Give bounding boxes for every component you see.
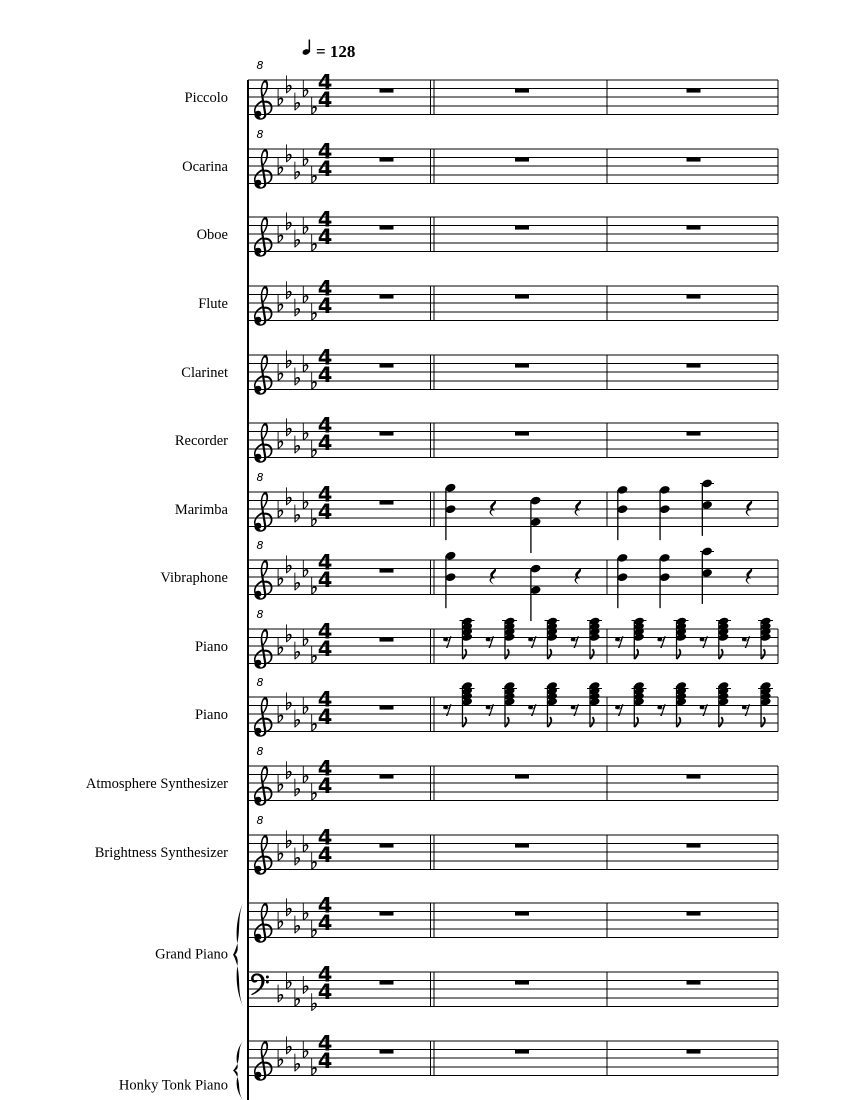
octave-8-mark: 8 [256, 471, 264, 484]
time-signature-numerator: 4 [317, 70, 333, 95]
instrument-label: Piano [194, 639, 228, 656]
staff-grand-piano [248, 893, 778, 942]
time-signature-numerator: 4 [317, 139, 333, 164]
whole-measure-rest [380, 88, 394, 92]
time-signature-numerator: 4 [317, 550, 333, 575]
time-signature-denominator: 4 [317, 499, 333, 524]
instrument-label: Piccolo [184, 90, 228, 107]
whole-measure-rest [380, 637, 394, 641]
whole-measure-rest [380, 980, 394, 984]
tempo-marking [302, 40, 356, 62]
time-signature-numerator: 4 [317, 1031, 333, 1056]
staff-piccolo [248, 59, 778, 120]
whole-measure-rest [687, 294, 701, 298]
time-signature-numerator: 4 [317, 893, 333, 918]
tempo-text: = 128 [316, 42, 356, 61]
whole-measure-rest [380, 500, 394, 504]
staff-marimba [248, 471, 778, 553]
whole-measure-rest [380, 568, 394, 572]
staff-piano [248, 608, 778, 669]
staff-vibraphone [248, 539, 778, 621]
instrument-label: Honky Tonk Piano [118, 1077, 228, 1094]
staff-recorder [248, 413, 778, 462]
time-signature-denominator: 4 [317, 1048, 333, 1073]
time-signature-denominator: 4 [317, 979, 333, 1004]
time-signature-denominator: 4 [317, 430, 333, 455]
instrument-label: Oboe [196, 227, 228, 244]
instrument-label: Piano [194, 707, 228, 724]
octave-8-mark: 8 [256, 59, 264, 72]
whole-measure-rest [515, 911, 529, 915]
whole-measure-rest [515, 1049, 529, 1053]
whole-measure-rest [515, 88, 529, 92]
staff-grand-piano [248, 962, 778, 1011]
whole-measure-rest [687, 911, 701, 915]
whole-measure-rest [380, 363, 394, 367]
staff-brightness-synthesizer [248, 814, 778, 875]
time-signature-numerator: 4 [317, 413, 333, 438]
whole-measure-rest [380, 157, 394, 161]
time-signature-denominator: 4 [317, 842, 333, 867]
instrument-label: Ocarina [182, 159, 228, 176]
octave-8-mark: 8 [256, 539, 264, 552]
whole-measure-rest [380, 843, 394, 847]
staff-flute [248, 276, 778, 325]
time-signature-denominator: 4 [317, 704, 333, 729]
whole-measure-rest [380, 1049, 394, 1053]
whole-measure-rest [515, 843, 529, 847]
instrument-label: Flute [198, 296, 228, 313]
staff-piano [248, 676, 778, 737]
instrument-label: Recorder [174, 433, 228, 450]
time-signature-numerator: 4 [317, 619, 333, 644]
time-signature-denominator: 4 [317, 293, 333, 318]
whole-measure-rest [515, 431, 529, 435]
time-signature-denominator: 4 [317, 87, 333, 112]
octave-8-mark: 8 [256, 676, 264, 689]
whole-measure-rest [687, 1049, 701, 1053]
whole-measure-rest [515, 980, 529, 984]
whole-measure-rest [380, 911, 394, 915]
instrument-label: Vibraphone [160, 570, 228, 587]
whole-measure-rest [687, 157, 701, 161]
time-signature-numerator: 4 [317, 962, 333, 987]
staff-clarinet [248, 345, 778, 394]
octave-8-mark: 8 [256, 128, 264, 141]
time-signature-denominator: 4 [317, 567, 333, 592]
whole-measure-rest [515, 294, 529, 298]
whole-measure-rest [380, 774, 394, 778]
time-signature-numerator: 4 [317, 276, 333, 301]
staff-atmosphere-synthesizer [248, 745, 778, 806]
time-signature-numerator: 4 [317, 482, 333, 507]
time-signature-denominator: 4 [317, 362, 333, 387]
whole-measure-rest [687, 843, 701, 847]
whole-measure-rest [687, 774, 701, 778]
instrument-label: Clarinet [181, 365, 228, 382]
whole-measure-rest [687, 980, 701, 984]
instrument-label: Atmosphere Synthesizer [85, 776, 228, 793]
time-signature-numerator: 4 [317, 345, 333, 370]
instrument-label: Grand Piano [155, 946, 228, 963]
whole-measure-rest [687, 88, 701, 92]
staff-honky-tonk-piano [248, 1031, 778, 1080]
instrument-label: Brightness Synthesizer [94, 845, 228, 862]
tempo-quarter-note-icon [302, 40, 311, 56]
time-signature-numerator: 4 [317, 756, 333, 781]
whole-measure-rest [687, 431, 701, 435]
time-signature-numerator: 4 [317, 825, 333, 850]
instrument-label: Marimba [174, 502, 228, 519]
whole-measure-rest [380, 431, 394, 435]
whole-measure-rest [380, 225, 394, 229]
whole-measure-rest [515, 225, 529, 229]
staff-oboe [248, 207, 778, 256]
time-signature-denominator: 4 [317, 773, 333, 798]
octave-8-mark: 8 [256, 814, 264, 827]
whole-measure-rest [380, 705, 394, 709]
staff-ocarina [248, 128, 778, 189]
time-signature-numerator: 4 [317, 207, 333, 232]
time-signature-denominator: 4 [317, 636, 333, 661]
time-signature-denominator: 4 [317, 156, 333, 181]
whole-measure-rest [687, 363, 701, 367]
time-signature-numerator: 4 [317, 687, 333, 712]
whole-measure-rest [687, 225, 701, 229]
time-signature-denominator: 4 [317, 910, 333, 935]
whole-measure-rest [380, 294, 394, 298]
whole-measure-rest [515, 774, 529, 778]
octave-8-mark: 8 [256, 745, 264, 758]
whole-measure-rest [515, 363, 529, 367]
whole-measure-rest [515, 157, 529, 161]
octave-8-mark: 8 [256, 608, 264, 621]
time-signature-denominator: 4 [317, 224, 333, 249]
